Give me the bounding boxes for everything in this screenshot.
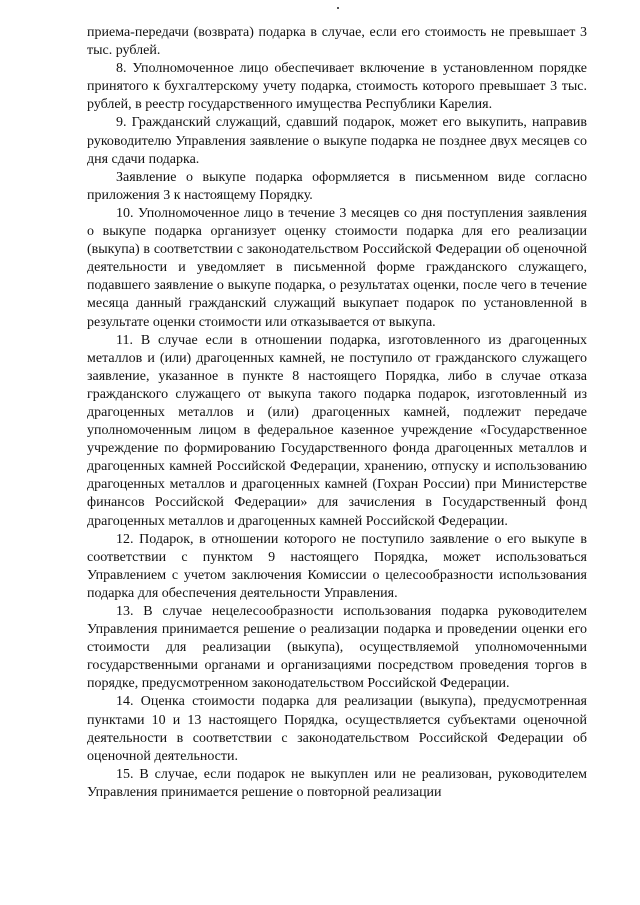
paragraph-item-8: 8. Уполномоченное лицо обеспечивает включение в установленном порядке принятого к бухгалтерскому учету подарка, стоимость которого превышает 3 тыс. рублей, в реестр государственного имущества Республики Карелия.	[87, 61, 587, 113]
paragraph-item-15: 15. В случае, если подарок не выкуплен или не реализован, руководителем Управления принимается решение о повторной реализации	[87, 766, 587, 800]
paragraph-item-14: 14. Оценка стоимости подарка для реализации (выкупа), предусмотренная пунктами 10 и 13 настоящего Порядка, осуществляется субъектами оценочной деятельности в соответствии с законодательством Российской Федерации об оценочной деятельности.	[87, 694, 587, 764]
paragraph-buyout-application: Заявление о выкупе подарка оформляется в письменном виде согласно приложения 3 к настоящему Порядку.	[87, 169, 587, 203]
paragraph-item-11: 11. В случае если в отношении подарка, изготовленного из драгоценных металлов и (или) драгоценных камней, не поступило от гражданского служащего заявление, указанное в пункте 8 настоящего Порядка, либо в случае отказа гражданского служащего от выкупа такого подарка подарок, изготовленный из драгоценных металлов и (или) драгоценных камней, подлежит передаче уполномоченным лицом в федеральное казенное учреждение «Государственное учреждение по формированию Государственного фонда драгоценных металлов и драгоценных камней Российской Федерации, хранению, отпуску и использованию драгоценных металлов и драгоценных камней (Гохран России) при Министерстве финансов Российской Федерации» для зачисления в Государственный фонд драгоценных металлов и драгоценных камней Российской Федерации.	[87, 332, 587, 529]
paragraph-continuation: приема-передачи (возврата) подарка в случае, если его стоимость не превышает 3 тыс. рублей.	[87, 25, 587, 59]
paragraph-item-9: 9. Гражданский служащий, сдавший подарок, может его выкупить, направив руководителю Управления заявление о выкупе подарка не позднее двух месяцев со дня сдачи подарка.	[87, 115, 587, 167]
document-page	[87, 24, 587, 802]
paragraph-item-13: 13. В случае нецелесообразности использования подарка руководителем Управления принимается решение о реализации подарка и проведении оценки его стоимости для реализации (выкупа), осуществляемой уполномоченными государственными органами и организациями посредством проведения торгов в порядке, предусмотренном законодательством Российской Федерации.	[87, 604, 587, 692]
paragraph-item-10: 10. Уполномоченное лицо в течение 3 месяцев со дня поступления заявления о выкупе подарка организует оценку стоимости подарка для его реализации (выкупа) в соответствии с законодательством Российской Федерации об оценочной деятельности и уведомляет в письменной форме гражданского служащего, подавшего заявление о выкупе подарка, о результатах оценки, после чего в течение месяца данный гражданский служащий выкупает подарок по установленной в результате оценки стоимости или отказывается от выкупа.	[87, 205, 587, 330]
paragraph-item-12: 12. Подарок, в отношении которого не поступило заявление о его выкупе в соответствии с пунктом 9 настоящего Порядка, может использоваться Управлением с учетом заключения Комиссии о целесообразности использования подарка для обеспечения деятельности Управления.	[87, 531, 587, 601]
scan-speck	[337, 7, 339, 9]
